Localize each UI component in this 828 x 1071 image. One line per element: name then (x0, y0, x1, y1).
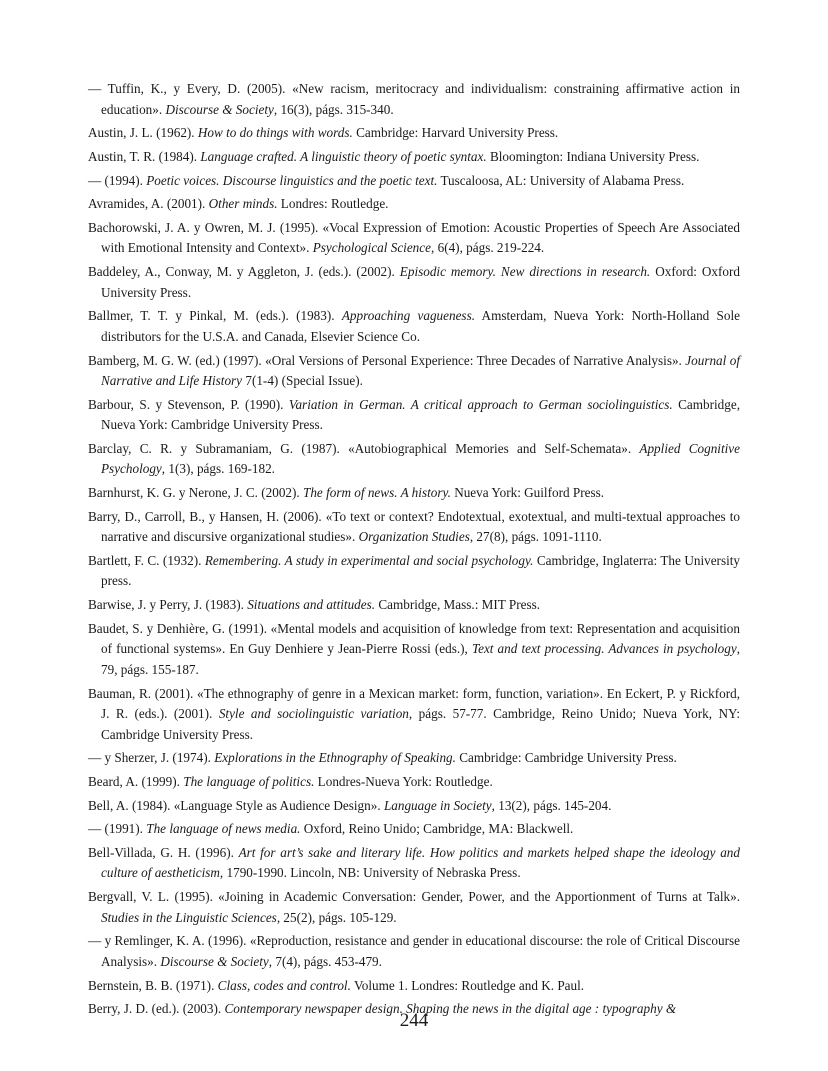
reference-text: , págs. 57-77. Cambridge, Reino Unido; Nueva York, NY: Cambridge University Press. (101, 706, 741, 742)
reference-entry (88, 619, 740, 681)
reference-text: Cambridge, Inglaterra: The University press. (101, 552, 740, 589)
reference-title: Remembering. A study in experimental and social psychology. (204, 552, 534, 568)
reference-text: — (1991). (88, 821, 147, 837)
reference-text: Cambridge, Mass.: MIT Press. (375, 597, 541, 613)
reference-text: Bernstein, B. B. (1971). (88, 977, 218, 993)
reference-title: Organization Studies (358, 529, 470, 545)
reference-text: Barwise, J. y Perry, J. (1983). (88, 597, 248, 613)
reference-text: Cambridge, Nueva York: Cambridge University Press. (101, 396, 740, 433)
reference-text: Bloomington: Indiana University Press. (486, 148, 700, 164)
reference-title: Discourse & Society (160, 953, 269, 969)
reference-entry (88, 218, 740, 259)
reference-entry (88, 887, 740, 928)
reference-text: — y Remlinger, K. A. (1996). «Reproduction, resistance and gender in educational discourse: the role of Critical Discourse Analysis». (88, 933, 740, 969)
reference-entry (88, 819, 740, 840)
reference-entry (88, 595, 740, 616)
reference-title: How to do things with words. (197, 125, 353, 141)
reference-text: Ballmer, T. T. y Pinkal, M. (eds.). (1983). (88, 308, 342, 324)
reference-title: Language crafted. A linguistic theory of poetic syntax. (200, 148, 487, 164)
reference-entry (88, 351, 740, 392)
reference-text: , 6(4), págs. 219-224. (431, 240, 545, 256)
reference-title: Journal of Narrative and Life History (101, 352, 740, 388)
reference-title: Style and sociolinguistic variation (218, 706, 409, 721)
reference-text: Cambridge: Harvard University Press. (352, 125, 559, 141)
reference-text: — Tuffin, K., y Every, D. (2005). «New racism, meritocracy and individualism: constraining affirmative action in education». (88, 81, 740, 117)
reference-text: Barry, D., Carroll, B., y Hansen, H. (2006). «To text or context? Endotextual, exotextual, and multi-textual approaches to narrative and discursive organizational studies». (88, 508, 740, 545)
reference-entry (88, 551, 740, 592)
reference-title: Episodic memory. New directions in research. (399, 264, 651, 280)
reference-text: , 7(4), págs. 453-479. (268, 953, 382, 969)
reference-text: , 16(3), págs. 315-340. (273, 101, 394, 117)
reference-text: Bamberg, M. G. W. (ed.) (1997). «Oral Versions of Personal Experience: Three Decades of Narrative Analysis». (88, 352, 686, 368)
reference-text: Bergvall, V. L. (1995). «Joining in Academic Conversation: Gender, Power, and the Apportionment of Turns at Talk». (88, 889, 740, 905)
reference-title: Variation in German. A critical approach to German sociolinguistics. (288, 396, 673, 412)
reference-text: , 1(3), págs. 169-182. (161, 461, 275, 477)
reference-title: Poetic voices. Discourse linguistics and the poetic text. (146, 172, 438, 188)
reference-title: Psychological Science (312, 240, 431, 256)
reference-text: Berry, J. D. (ed.). (2003). (88, 1001, 225, 1017)
reference-text: Austin, J. L. (1962). (88, 125, 198, 141)
reference-text: , 27(8), págs. 1091-1110. (469, 529, 602, 545)
reference-entry (88, 507, 740, 548)
reference-entry (88, 194, 740, 215)
reference-title: Explorations in the Ethnography of Speaking. (214, 750, 456, 766)
reference-entry (88, 976, 740, 997)
reference-text: Barclay, C. R. y Subramaniam, G. (1987). «Autobiographical Memories and Self-Schemata». (88, 440, 640, 456)
reference-title: Studies in the Linguistic Sciences (101, 909, 277, 925)
reference-text: , 79, págs. 155-187. (101, 641, 740, 677)
reference-text: , 1790-1990. Lincoln, NB: University of Nebraska Press. (219, 865, 521, 881)
reference-text: Austin, T. R. (1984). (88, 148, 201, 164)
reference-text: , 25(2), págs. 105-129. (276, 909, 397, 925)
reference-title: Discourse & Society (165, 101, 274, 117)
reference-title: The language of politics. (183, 773, 315, 789)
reference-title: Other minds. (208, 196, 278, 212)
reference-text: Avramides, A. (2001). (88, 196, 209, 212)
reference-entry (88, 79, 740, 120)
reference-entry (88, 796, 740, 817)
reference-text: Volume 1. Londres: Routledge and K. Paul. (350, 977, 585, 993)
reference-title: Approaching vagueness. (341, 308, 475, 324)
reference-title: Applied Cognitive Psychology (101, 440, 740, 477)
reference-text: Barnhurst, K. G. y Nerone, J. C. (2002). (88, 485, 303, 501)
reference-entry (88, 483, 740, 504)
reference-entry (88, 306, 740, 347)
reference-text: Amsterdam, Nueva York: North-Holland Sole distributors for the U.S.A. and Canada, Elsevier Science Co. (101, 308, 740, 344)
reference-entry (88, 123, 740, 144)
reference-text: 7(1-4) (Special Issue). (242, 373, 363, 388)
reference-text: Tuscaloosa, AL: University of Alabama Press. (437, 172, 685, 188)
bibliography-list (88, 79, 740, 1023)
reference-title: Art for art’s sake and literary life. How politics and markets helped shape the ideology and culture of aestheticism (101, 844, 740, 881)
reference-text: Londres: Routledge. (277, 196, 389, 212)
reference-entry (88, 262, 740, 303)
reference-text: Bartlett, F. C. (1932). (88, 552, 205, 568)
reference-entry (88, 395, 740, 436)
reference-title: Class, codes and control. (217, 977, 351, 993)
reference-text: Oxford: Oxford University Press. (101, 264, 740, 300)
reference-title: The language of news media. (146, 821, 301, 837)
reference-text: Bell-Villada, G. H. (1996). (88, 844, 239, 860)
reference-text: Oxford, Reino Unido; Cambridge, MA: Blackwell. (300, 821, 574, 837)
reference-text: Baddeley, A., Conway, M. y Aggleton, J. (eds.). (2002). (88, 264, 400, 280)
reference-text: Barbour, S. y Stevenson, P. (1990). (88, 396, 289, 412)
reference-text: Cambridge: Cambridge University Press. (455, 750, 677, 766)
reference-entry (88, 439, 740, 480)
reference-text: Londres-Nueva York: Routledge. (314, 773, 493, 789)
reference-entry (88, 843, 740, 884)
reference-entry (88, 147, 740, 168)
reference-text: Beard, A. (1999). (88, 773, 184, 789)
reference-entry (88, 748, 740, 769)
reference-entry (88, 931, 740, 972)
reference-text: Bell, A. (1984). «Language Style as Audience Design». (88, 797, 384, 813)
reference-entry (88, 772, 740, 793)
page-number: 244 (399, 1010, 429, 1031)
reference-text: Nueva York: Guilford Press. (450, 485, 605, 501)
reference-text: , 13(2), págs. 145-204. (491, 797, 612, 813)
reference-title: Language in Society (383, 797, 492, 813)
reference-title: Text and text processing. Advances in psychology (471, 641, 737, 657)
reference-entry (88, 684, 740, 746)
reference-entry (88, 171, 740, 192)
reference-title: Contemporary newspaper design. Shaping the news in the digital age : typography & (224, 1001, 677, 1017)
reference-text: Bachorowski, J. A. y Owren, M. J. (1995). «Vocal Expression of Emotion: Acoustic Properties of Speech Are Associated with Emotional Intensity and Context». (88, 219, 740, 256)
reference-text: — (1994). (88, 172, 147, 188)
reference-text: — y Sherzer, J. (1974). (88, 750, 215, 766)
reference-title: Situations and attitudes. (247, 597, 376, 613)
reference-text: Bauman, R. (2001). «The ethnography of genre in a Mexican market: form, function, variation». En Eckert, P. y Rickford, J. R. (eds.). (2001). (88, 685, 740, 721)
reference-title: The form of news. A history. (303, 485, 451, 501)
reference-text: Baudet, S. y Denhière, G. (1991). «Mental models and acquisition of knowledge from text: Representation and acquisition of functional systems». En Guy Denhiere y Jean-Pierre Rossi (eds.), (88, 620, 740, 657)
